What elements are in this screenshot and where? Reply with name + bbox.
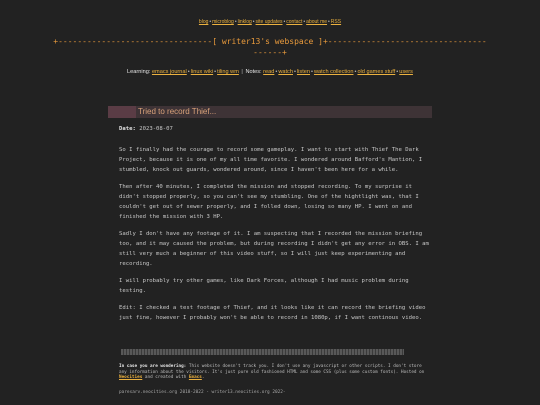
date-label: Date: bbox=[119, 126, 136, 132]
date-value: 2023-08-07 bbox=[139, 126, 173, 132]
notes-link-read[interactable]: read bbox=[263, 69, 275, 75]
nav-separator: • bbox=[303, 19, 306, 25]
post-paragraph: Edit: I checked a test footage of Thief, and it looks like it can record the briefing video just fine, however I probably won't be able to record in 1080p, if I want continous video. bbox=[119, 305, 426, 321]
footer-lead: In case you are wondering: bbox=[119, 364, 187, 369]
post-paragraph: Sadly I don't have any footage of it. I am suspecting that I recorded the mission briefing too, and it may caused the problem, but during recording I didn't get any error in OBS. I am still very much a beginner of this video stuff, so I will just keep experimenting and recording. bbox=[119, 231, 429, 267]
notes-label: Notes: bbox=[245, 69, 262, 75]
footer-text: This website doesn't track you. I don't use any javascript or other scripts. I don't store any information about the visitors. It's just pure old fashioned HTML and some CSS (plus some custom fonts). Hosted on bbox=[119, 364, 425, 375]
notes-link-old-games-stuff[interactable]: old games stuff bbox=[357, 69, 396, 75]
post-title: Tried to record Thief... bbox=[138, 107, 217, 116]
notes-link-users[interactable]: users bbox=[399, 69, 413, 75]
nav-link-about-me[interactable]: about me bbox=[306, 19, 328, 25]
nav-separator: • bbox=[283, 19, 286, 25]
divider-rule bbox=[121, 349, 404, 355]
learning-link-emacs-journal[interactable]: emacs journal bbox=[151, 69, 187, 75]
learning-label: Learning: bbox=[127, 69, 151, 75]
site-banner bbox=[0, 36, 540, 58]
learning-notes-bar bbox=[110, 68, 430, 77]
top-navigation bbox=[0, 19, 540, 25]
nav-separator: • bbox=[209, 19, 212, 25]
learning-separator: • bbox=[214, 69, 217, 75]
footer-period: . bbox=[201, 375, 205, 380]
footer-note bbox=[119, 364, 429, 381]
notes-link-watch-collection[interactable]: watch collection bbox=[313, 69, 354, 75]
notes-separator: • bbox=[275, 69, 278, 75]
title-accent-block bbox=[108, 106, 136, 118]
nav-separator: • bbox=[234, 19, 237, 25]
banner-line: +--------------------------------[ writer13's webspace ]+--------------------------------- bbox=[53, 37, 487, 46]
post-date bbox=[119, 124, 429, 134]
nav-link-blog[interactable]: blog bbox=[198, 19, 209, 25]
nav-link-site-updates[interactable]: site updates bbox=[255, 19, 283, 25]
footer-text: and created with bbox=[144, 375, 187, 380]
nav-link-linklog[interactable]: linklog bbox=[237, 19, 252, 25]
post-paragraph: Then after 40 minutes, I completed the mission and stopped recording. To my surprise it didn't stopped properly, so you can't see my stumbling. One of the hightlight was, that I couldn't get out of sewer properly, and I folled down, losing so many HP. I went on and finished the mission with 3 HP. bbox=[119, 184, 419, 220]
footer-link-neocities[interactable]: Neocities bbox=[119, 375, 143, 380]
notes-separator: • bbox=[311, 69, 313, 75]
notes-separator: • bbox=[354, 69, 357, 75]
notes-link-watch[interactable]: watch bbox=[278, 69, 293, 75]
notes-link-listen[interactable]: listen bbox=[296, 69, 310, 75]
notes-separator: • bbox=[396, 69, 399, 75]
nav-separator: • bbox=[252, 19, 255, 25]
learning-link-tiling-wm[interactable]: tiling wm bbox=[217, 69, 239, 75]
footer-link-emacs[interactable]: Emacs bbox=[188, 375, 202, 380]
section-pipe: | bbox=[241, 69, 243, 75]
nav-link-rss[interactable]: RSS bbox=[330, 19, 342, 25]
post-content bbox=[119, 124, 429, 330]
copyright: paresarv.neocities.org 2018-2022 - writer13.neocities.org 2022- bbox=[119, 390, 286, 395]
post-paragraph: I will probably try other games, like Dark Forces, although I had music problem during testing. bbox=[119, 278, 409, 294]
learning-separator: • bbox=[187, 69, 190, 75]
notes-separator: • bbox=[293, 69, 296, 75]
nav-separator: • bbox=[328, 19, 330, 25]
post-paragraph: So I finally had the courage to record some gameplay. I want to start with Thief The Dark Project, because it is one of my all time favorite. I wondered around Bafford's Mantion, I stumbled, knock out guards, wondered around, since I haven't been here for a while. bbox=[119, 147, 423, 173]
nav-link-microblog[interactable]: microblog bbox=[212, 19, 234, 25]
banner-line: ------+ bbox=[253, 48, 287, 57]
nav-link-contact[interactable]: contact bbox=[286, 19, 303, 25]
post-title-bar bbox=[108, 106, 432, 118]
learning-link-linux-wiki[interactable]: linux wiki bbox=[190, 69, 214, 75]
